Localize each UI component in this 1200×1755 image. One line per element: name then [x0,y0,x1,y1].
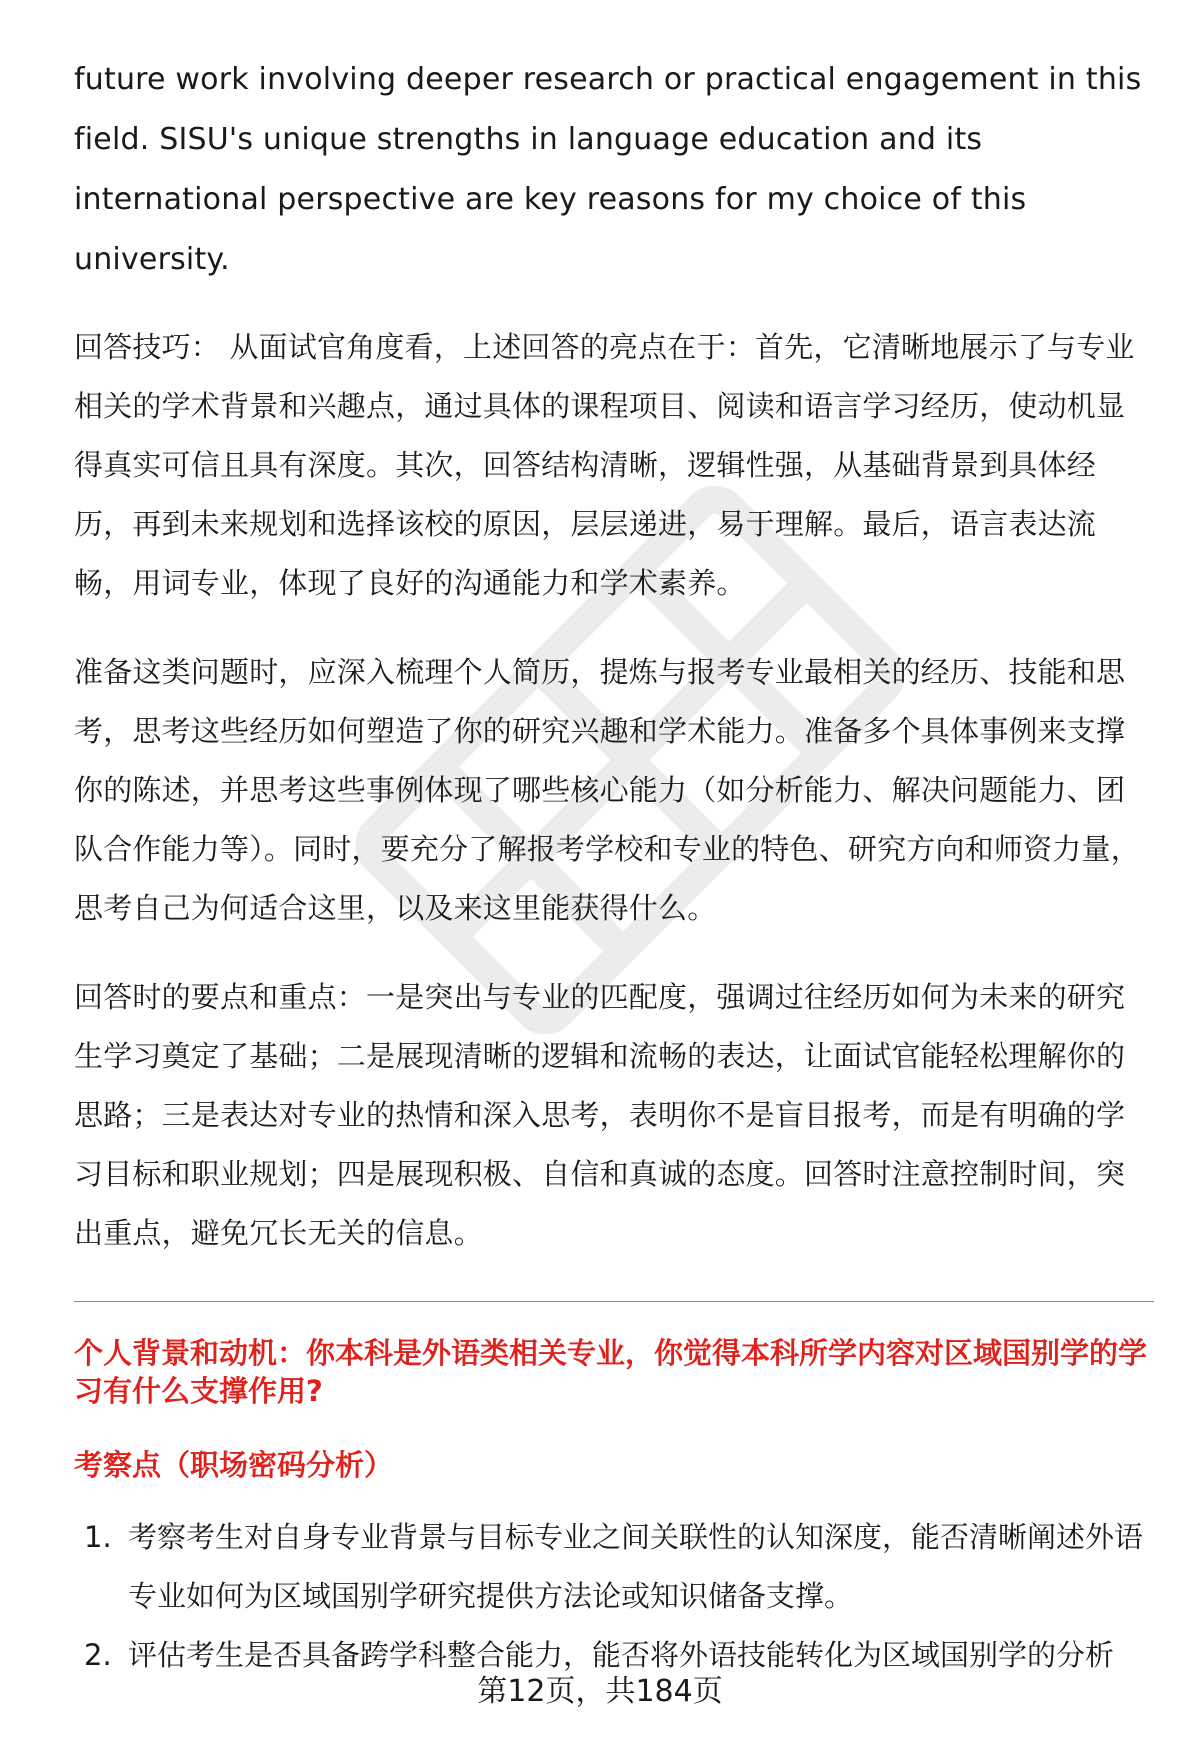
list-item-number: 1. [84,1520,112,1554]
list-item [74,1508,1154,1626]
page-footer: 第12页，共184页 [477,1674,723,1709]
tips-paragraph: 回答技巧： 从面试官角度看，上述回答的亮点在于：首先，它清晰地展示了与专业相关的学术背景和兴趣点，通过具体的课程项目、阅读和语言学习经历，使动机显得真实可信且具有深度。其次，回答结构清晰，逻辑性强，从基础背景到具体经历，再到未来规划和选择该校的原因，层层递进，易于理解。最后，语言表达流畅，用词专业，体现了良好的沟通能力和学术素养。 [74,330,1135,600]
preparation-paragraph: 准备这类问题时，应深入梳理个人简历，提炼与报考专业最相关的经历、技能和思考，思考这些经历如何塑造了你的研究兴趣和学术能力。准备多个具体事例来支撑你的陈述，并思考这些事例体现了哪些核心能力（如分析能力、解决问题能力、团队合作能力等）。同时，要充分了解报考学校和专业的特色、研究方向和师资力量，思考自己为何适合这里，以及来这里能获得什么。 [74,655,1140,925]
list-item-text: 考察考生对自身专业背景与目标专业之间关联性的认知深度，能否清晰阐述外语专业如何为区域国别学研究提供方法论或知识储备支撑。 [128,1520,1144,1613]
intro-paragraph: future work involving deeper research or practical engagement in this field. SISU's unique strengths in language education and its international perspective are key reasons for my choice of this university. [74,62,1142,277]
section-divider [74,1301,1154,1302]
document-page [74,50,1154,1685]
list-item-number: 2. [84,1638,112,1672]
question-heading: 个人背景和动机：你本科是外语类相关专业，你觉得本科所学内容对区域国别学的学习有什么支撑作用? [74,1336,1148,1408]
analysis-list [74,1508,1154,1685]
keypoints-paragraph: 回答时的要点和重点：一是突出与专业的匹配度，强调过往经历如何为未来的研究生学习奠定了基础；二是展现清晰的逻辑和流畅的表达，让面试官能轻松理解你的思路；三是表达对专业的热情和深入思考，表明你不是盲目报考，而是有明确的学习目标和职业规划；四是展现积极、自信和真诚的态度。回答时注意控制时间，突出重点，避免冗长无关的信息。 [74,980,1126,1250]
list-item-text: 评估考生是否具备跨学科整合能力，能否将外语技能转化为区域国别学的分析 [128,1638,1115,1672]
analysis-heading: 考察点（职场密码分析） [74,1448,394,1482]
